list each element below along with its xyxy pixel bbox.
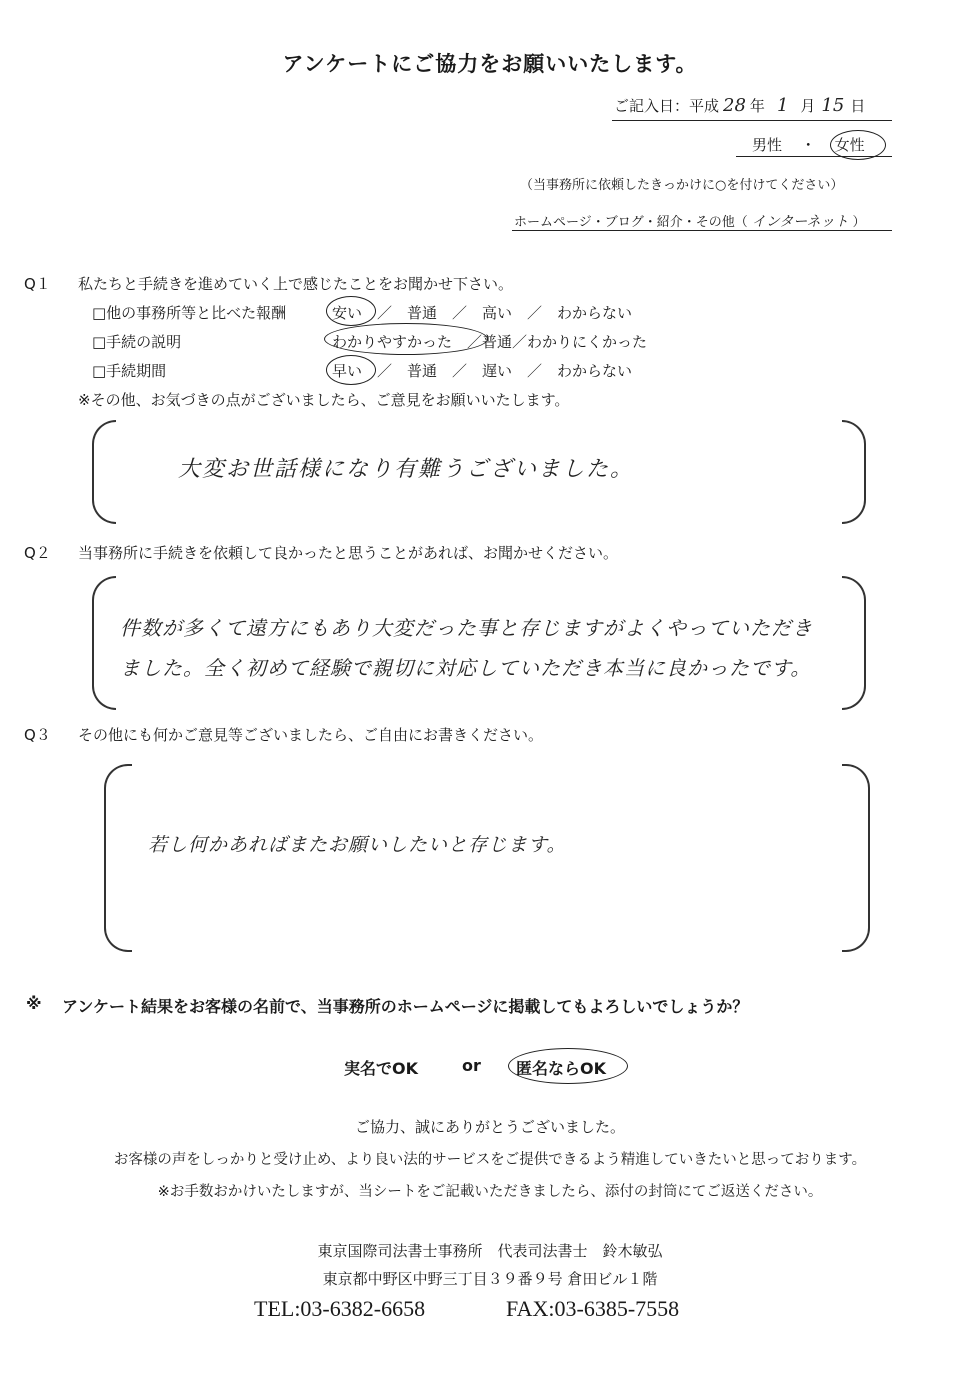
gender-female: 女性: [834, 136, 865, 154]
q1-fee-circle: [326, 296, 376, 326]
date-month-unit: 月: [800, 97, 816, 115]
q1-row-fee-choices: 安い ／ 普通 ／ 高い ／ わからない: [332, 304, 633, 322]
date-year-unit: 年: [749, 97, 765, 115]
q1-other-prompt: ※その他、お気づきの点がございましたら、ご意見をお願いいたします。: [78, 391, 570, 409]
trigger-options: ホームページ・ブログ・紹介・その他（: [514, 215, 748, 230]
q1-answer-text: 大変お世話様になり有難うございました。: [178, 457, 635, 482]
publish-or: or: [462, 1056, 481, 1075]
q2-answer-line1: 件数が多くて遠方にもあり大変だった事と存じますがよくやっていただき: [120, 616, 813, 640]
publish-mark: ※: [26, 994, 42, 1013]
trigger-note: （当事務所に依頼したきっかけに○を付けてください）: [520, 178, 844, 193]
date-label: ご記入日：平成: [614, 97, 720, 115]
q1-row-period-item: □手続期間: [92, 362, 167, 380]
q3-question: その他にも何かご意見等ございましたら、ご自由にお書きください。: [78, 726, 544, 744]
q3-answer-text: 若し何かあればまたお願いしたいと存じます。: [148, 834, 567, 856]
q2-answer-bracket-left: [92, 576, 116, 710]
publish-option-anonymous: 匿名ならOK: [516, 1059, 607, 1078]
q3-label: Q３: [24, 726, 51, 744]
publish-question: アンケート結果をお客様の名前で、当事務所のホームページに掲載してもよろしいでしょうか？: [62, 997, 749, 1016]
date-month: 1: [776, 95, 789, 116]
q2-question: 当事務所に手続きを依頼して良かったと思うことがあれば、お聞かせください。: [78, 544, 619, 562]
gender-male: 男性: [752, 136, 783, 154]
trigger-close: ）: [852, 215, 866, 230]
q3-answer-bracket-right: [842, 764, 870, 952]
footer-thanks: ご協力、誠にありがとうございました。: [354, 1118, 625, 1136]
date-day-unit: 日: [850, 97, 866, 115]
q2-label: Q２: [24, 544, 51, 562]
gender-separator: ・: [800, 136, 816, 154]
trigger-field: [514, 211, 866, 231]
date-field: [614, 95, 865, 116]
q1-question: 私たちと手続きを進めていく上で感じたことをお聞かせ下さい。: [78, 275, 514, 293]
publish-anonymous-circle: [508, 1048, 628, 1084]
q1-row-period-choices: 早い ／ 普通 ／ 遅い ／ わからない: [332, 362, 633, 380]
trigger-other-value: インターネット: [751, 214, 849, 230]
q3-answer-bracket-left: [104, 764, 132, 952]
q1-answer-bracket-left: [92, 420, 116, 524]
q1-row-fee-item: □他の事務所等と比べた報酬: [92, 304, 287, 322]
footer-note: ※お手数おかけいたしますが、当シートをご記載いただきましたら、添付の封筒にてご返送ください。: [157, 1184, 823, 1200]
gender-female-circle: [830, 130, 886, 160]
q1-row-explain-choices: わかりやすかった ／普通／わかりにくかった: [332, 333, 648, 351]
q1-label: Q１: [24, 275, 51, 293]
footer-tel: TEL:03-6382-6658: [254, 1296, 426, 1321]
q1-row-explain-item: □手続の説明: [92, 333, 182, 351]
date-year: 28: [723, 95, 746, 116]
q1-period-circle: [326, 355, 376, 385]
footer-message: お客様の声をしっかりと受け止め、より良い法的サービスをご提供できるよう精進していきたいと思っております。: [113, 1152, 867, 1168]
q1-explain-circle: [324, 323, 488, 355]
q2-answer-bracket-right: [842, 576, 866, 710]
page-title: アンケートにご協力をお願いいたします。: [282, 52, 698, 76]
date-day: 15: [821, 95, 845, 116]
footer-office: 東京国際司法書士事務所 代表司法書士 鈴木敏弘: [317, 1242, 663, 1260]
footer-address: 東京都中野区中野三丁目３９番９号 倉田ビル１階: [322, 1270, 658, 1288]
q1-answer-bracket-right: [842, 420, 866, 524]
publish-option-real-name: 実名でOK: [344, 1059, 419, 1078]
q2-answer-line2: ました。全く初めて経験で親切に対応していただき本当に良かったです。: [120, 656, 812, 680]
footer-fax: FAX:03-6385-7558: [506, 1296, 680, 1321]
